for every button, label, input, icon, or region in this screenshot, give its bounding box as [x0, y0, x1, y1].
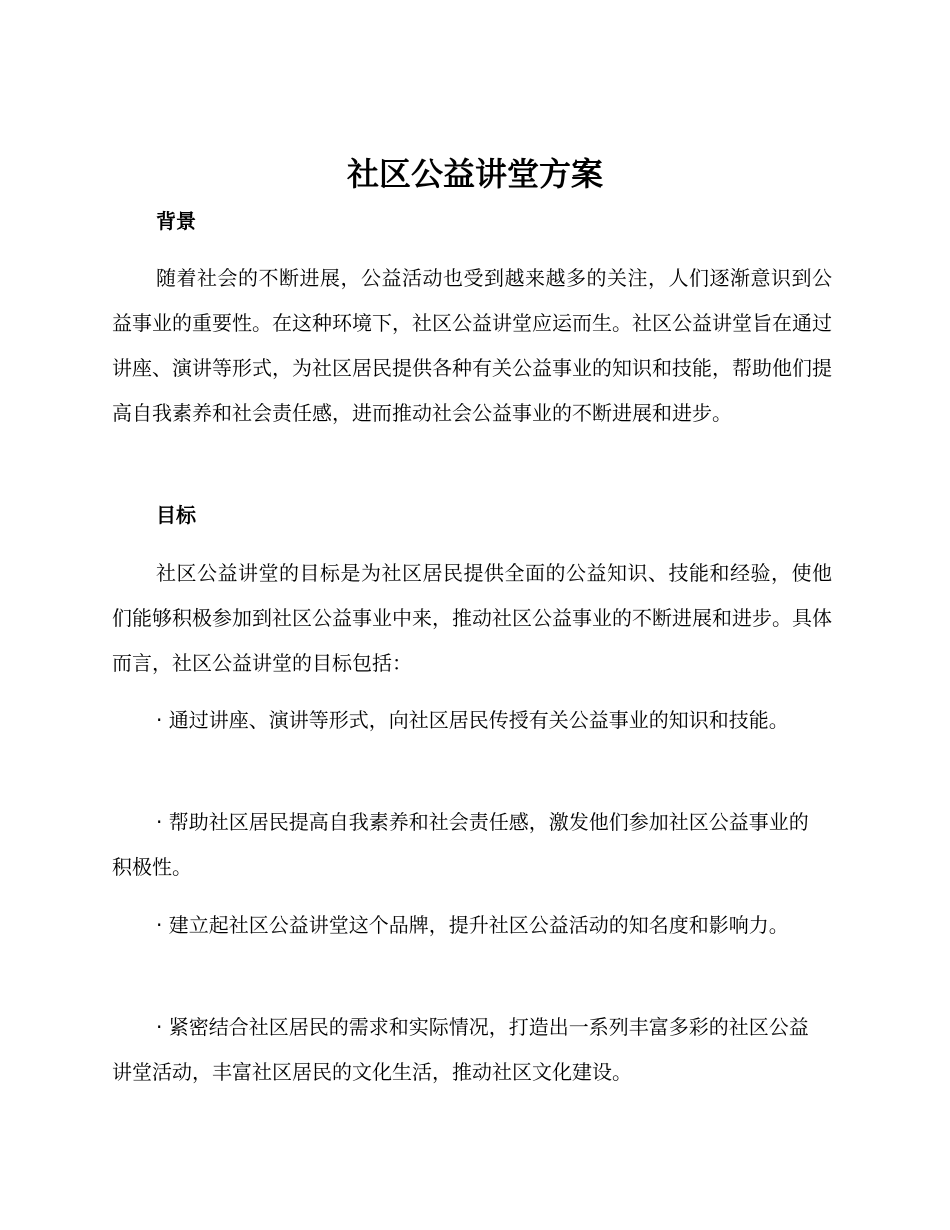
background-paragraph: 随着社会的不断进展，公益活动也受到越来越多的关注，人们逐渐意识到公益事业的重要性。在这种环境下，社区公益讲堂应运而生。社区公益讲堂旨在通过讲座、演讲等形式，为社区居民提供各种有关公益事业的知识和技能，帮助他们提高自我素养和社会责任感，进而推动社会公益事业的不断进展和进步。 [112, 266, 832, 425]
section-heading-goals: 目标 [156, 503, 196, 527]
document-title: 社区公益讲堂方案 [346, 155, 603, 193]
goals-paragraph: 社区公益讲堂的目标是为社区居民提供全面的公益知识、技能和经验，使他们能够积极参加到社区公益事业中来，推动社区公益事业的不断进展和进步。具体而言，社区公益讲堂的目标包括： [112, 561, 832, 675]
goal-bullet-4: · 紧密结合社区居民的需求和实际情况，打造出一系列丰富多彩的社区公益讲堂活动，丰富社区居民的文化生活，推动社区文化建设。 [112, 1015, 809, 1084]
goal-bullet-2: · 帮助社区居民提高自我素养和社会责任感，激发他们参加社区公益事业的积极性。 [112, 810, 809, 879]
goal-bullet-3: · 建立起社区公益讲堂这个品牌，提升社区公益活动的知名度和影响力。 [156, 913, 789, 937]
section-heading-background: 背景 [156, 209, 196, 233]
goal-bullet-1: · 通过讲座、演讲等形式，向社区居民传授有关公益事业的知识和技能。 [156, 708, 789, 732]
